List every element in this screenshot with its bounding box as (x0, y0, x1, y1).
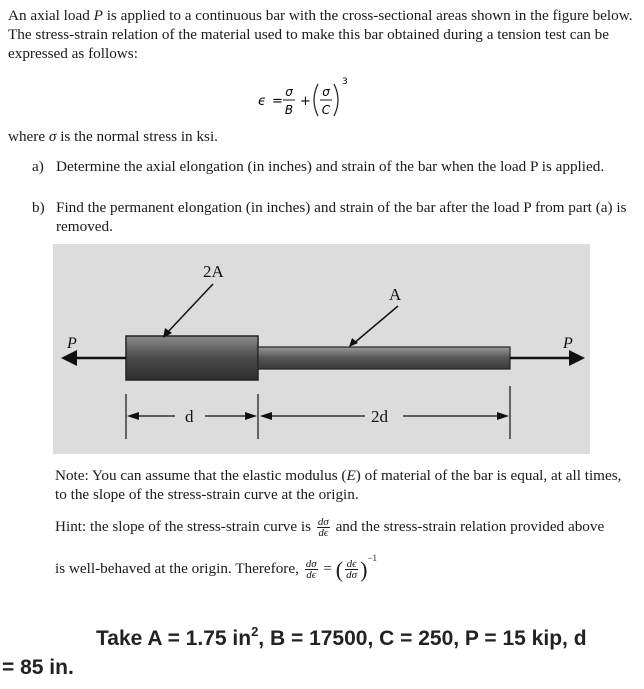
given-values-line-1: Take A = 1.75 $in^2$, B = 17500, C = 250, P = 15 kip, d (96, 624, 587, 650)
note-text: Note: You can assume that the elastic modulus (E) of material of the bar is equal, at all times, to the slope of the stress-strain curve at the origin. (55, 467, 622, 503)
label-d: d (185, 407, 194, 426)
label-2d: 2d (371, 407, 388, 426)
given-values-line-2: = 85 in. (2, 656, 74, 679)
eq-sigma-num: σ (285, 85, 293, 99)
question-b-mark: b) (32, 199, 45, 216)
bar-figure (53, 244, 590, 454)
question-b-text: Find the permanent elongation (in inches) and strain of the bar after the load P from part (a) is removed. (56, 199, 627, 235)
hint-fraction-dsigma-deps: $\frac{d\sigma}{d\epsilon}$ (317, 516, 329, 540)
question-a (32, 157, 632, 176)
question-b (32, 198, 632, 236)
eq-B: B (284, 103, 294, 117)
eq-exponent: 3 (342, 77, 348, 87)
hint-line-1: Hint: the slope of the stress-strain curve is $\frac{d\sigma}{d\epsilon}$ and the stress-strain relation provided above (55, 516, 605, 540)
question-a-mark: a) (32, 158, 44, 175)
where-sigma-text: where σ is the normal stress in ksi. (8, 128, 218, 145)
question-a-text: Determine the axial elongation (in inches) and strain of the bar when the load P is applied. (56, 158, 605, 175)
label-p-right: P (563, 335, 573, 352)
eq-sigma-num2: σ (322, 85, 330, 99)
hint-line-2: is well-behaved at the origin. Therefore, $\frac{d\sigma}{d\epsilon}$ = ( $\frac{d\epsilon}{d\sigma}$ )$^{-1}$ (55, 553, 377, 583)
stress-strain-equation (252, 74, 412, 120)
eq-right-paren (334, 84, 338, 116)
eq-equals: = (272, 94, 283, 109)
eq-left-paren (314, 84, 318, 116)
thin-bar-section (258, 347, 510, 369)
label-A: A (389, 285, 402, 304)
eq-C: C (321, 103, 331, 117)
problem-intro: An axial load P is applied to a continuous bar with the cross-sectional areas shown in the figure below. The stress-strain relation of the material used to make this bar obtained during a tension test can be expressed as follows: (8, 7, 633, 62)
hint-fraction-inverse: $\frac{d\epsilon}{d\sigma}$ (346, 558, 358, 582)
eq-plus: + (300, 94, 311, 109)
thick-bar-section (126, 336, 258, 380)
hint-fraction-lhs: $\frac{d\sigma}{d\epsilon}$ (305, 558, 317, 582)
label-p-left: P (67, 335, 77, 352)
label-2A: 2A (203, 262, 224, 281)
eq-epsilon: ϵ (258, 94, 266, 109)
